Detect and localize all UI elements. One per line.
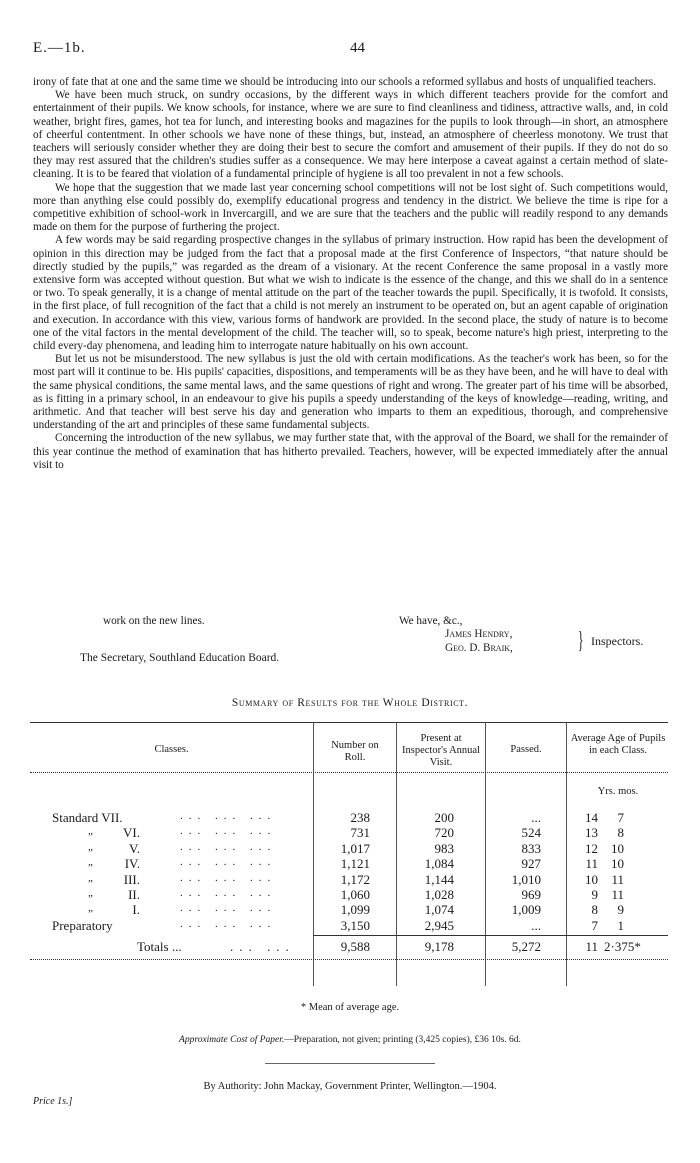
leader-dots: ... ... ... <box>180 887 277 899</box>
passed-value: ... <box>531 917 541 933</box>
signatory-name: James Hendry, <box>445 628 513 640</box>
age-months: 1 <box>617 917 624 933</box>
age-months: 9 <box>617 902 624 918</box>
closing-line: work on the new lines. <box>103 615 205 627</box>
ditto-mark: „ <box>88 871 95 884</box>
age-months: 10 <box>611 856 624 872</box>
paragraph: But let us not be misunderstood. The new syllabus is just the old with certain modifications. As the teacher's work has been, so for the most part will it continue to be. His pupils' capacities, dispositions, and temperaments will be as they have been, and he will have to deal with the same physical conditions, the same mental laws, and the same questions of right and wrong. The greater part of his time will be absorbed, as is fitting in a primary school, in an endeavour to give his pupils a speedy understanding of the keys of knowledge—reading, writing, and arithmetic. And that teacher will best serve his day and generation who imparts to them an expeditious, thorough, and comprehensive understanding of the art and principles of these same fundamental subjects. <box>33 353 668 432</box>
roll-value: 1,017 <box>340 840 370 856</box>
row-label: I. <box>132 902 140 918</box>
printer-authority: By Authority: John Mackay, Government Printer, Wellington.—1904. <box>203 1081 497 1092</box>
ditto-mark: „ <box>88 825 95 838</box>
paragraph: We hope that the suggestion that we made last year concerning school competitions will not be lost sight of. Such competitions would, more than anything else could possibly do, exemplify educational progress and tendency in the district. We believe the time is ripe for a competitive exhibition of school-work in Invercargill, and we are sure that the teachers and the public will readily respond to any demands made on them for the purpose of furthering the project. <box>33 181 668 234</box>
totals-yrs: 11 <box>585 939 598 954</box>
age-years: 9 <box>591 887 598 902</box>
paragraph: We have been much struck, on sundry occasions, by the different ways in which different teachers provide for the comfort and entertainment of their pupils. We know schools, for instance, where we are sure to find cleanliness and tidiness, attractive walls, and, in cold weather, bright fires, games, hot tea for lunch, and interesting books and magazines for the pupils to look through—in short, an atmosphere of cheerful contentment. In other schools we have none of these things, but, instead, an atmosphere of cheerless monotony. We trust that teachers will seriously consider whether they are doing their best to secure the comfort and amusement of their pupils. If they do not do so they may rest assured that the children's studies suffer as a consequence. We may here interpose a caveat against a certain method of slate-cleaning. It is to be feared that violation of a fundamental principle of hygiene is all too prevalent in not a few schools. <box>33 89 668 181</box>
leader-dots: ... ... ... <box>180 871 277 884</box>
present-value: 983 <box>434 840 454 856</box>
leader-dots: ... ... ... <box>180 917 277 930</box>
present-value: 1,144 <box>424 871 454 887</box>
addressee: The Secretary, Southland Education Board. <box>80 652 280 664</box>
totals-present: 9,178 <box>424 939 454 954</box>
age-years: 11 <box>585 856 598 872</box>
age-months: 11 <box>611 887 624 902</box>
age-years: 13 <box>585 825 598 841</box>
present-value: 1,074 <box>424 902 454 918</box>
row-label: Standard VII. <box>52 810 123 825</box>
row-label: V. <box>129 840 140 856</box>
present-value: 2,945 <box>424 917 454 933</box>
row-label: IV. <box>124 856 140 872</box>
brace-glyph: } <box>577 628 584 654</box>
passed-value: 1,009 <box>511 902 541 918</box>
paragraph: irony of fate that at one and the same time we should be introducing into our schools a reformed syllabus and hosts of unqualified teachers. <box>33 76 656 88</box>
signatory-name: Geo. D. Braik, <box>445 641 513 654</box>
leader-dots: ... ... ... <box>180 825 277 838</box>
page-number: 44 <box>350 40 365 56</box>
closing-salutation: We have, &c., <box>399 615 463 627</box>
leader-dots: ... ... ... <box>180 856 277 869</box>
header-present: Present at Inspector's Annual Visit. <box>402 733 481 768</box>
roll-value: 238 <box>350 810 370 825</box>
age-years: 10 <box>585 871 598 887</box>
paragraph: A few words may be said regarding prospective changes in the syllabus of primary instruction. How rapid has been the development of opinion in this direction may be judged from the fact that a proposal made at the first Conference of Inspectors, “that nature should be directly studied by the pupils,” was regarded as the dream of a visionary. At the recent Conference the same proposal in a vastly more extensive form was accepted without question. But what we wish to indicate is the essence of the change, and this we shall do in a sentence or two. To speak generally, it is a change of mental attitude on the part of the teacher towards the pupil. Specifically, it is twofold. It consists, in the first place, of full recognition of the fact that a child is not merely an instrument to be operated on, but an agent capable of origination and execution. In accordance with this view, various forms of handwork are provided. In the second place, the study of nature is to become one of the vital factors in the mental development of the child. The teacher will, so to speak, become nature's high priest, interpreting to the child every-day phenomena, and leading him to interrogate nature habitually on his own account. <box>33 234 668 353</box>
cost-text: —Preparation, not given; printing (3,425 copies), £36 10s. 6d. <box>284 1035 521 1045</box>
paragraph: Concerning the introduction of the new syllabus, we may further state that, with the approval of the Board, we shall for the remainder of this year continue the method of examination that has hitherto prevailed. Teachers, however, will be expected immediately after the annual visit to <box>33 432 668 471</box>
ditto-mark: „ <box>88 887 95 899</box>
row-label: VI. <box>123 825 140 841</box>
leader-dots: ... ... ... <box>180 902 277 915</box>
present-value: 200 <box>434 810 454 825</box>
signatory-names <box>445 628 513 655</box>
divider <box>265 1063 435 1064</box>
cost-label: Approximate Cost of Paper. <box>179 1035 285 1045</box>
row-label: Preparatory <box>52 917 113 933</box>
passed-value: ... <box>531 810 541 825</box>
age-years: 7 <box>591 917 598 933</box>
row-label: III. <box>123 871 140 887</box>
totals-mos: 2·375* <box>604 939 641 954</box>
header-roll: Number on Roll. <box>331 740 379 763</box>
roll-value: 3,150 <box>340 917 370 933</box>
report-body <box>33 76 668 472</box>
age-months: 11 <box>611 871 624 887</box>
leader-dots: ... ... ... <box>180 840 277 853</box>
table-footnote: * Mean of average age. <box>300 1002 400 1013</box>
present-value: 1,084 <box>424 856 454 872</box>
passed-value: 927 <box>521 856 541 872</box>
age-years: 8 <box>591 902 598 918</box>
roll-value: 1,172 <box>340 871 370 887</box>
age-months: 10 <box>611 840 624 856</box>
passed-value: 1,010 <box>511 871 541 887</box>
age-units: Yrs. mos. <box>597 786 639 797</box>
age-months: 8 <box>617 825 624 841</box>
leader-dots: ... ... ... <box>180 810 277 822</box>
series-code: E.—1b. <box>33 40 86 56</box>
roll-value: 1,099 <box>340 902 370 918</box>
signatory-role: Inspectors. <box>591 634 644 648</box>
roll-value: 1,121 <box>340 856 370 872</box>
present-value: 1,028 <box>424 887 454 902</box>
ditto-mark: „ <box>88 902 95 915</box>
totals-passed: 5,272 <box>511 939 541 954</box>
roll-value: 1,060 <box>340 887 370 902</box>
passed-value: 969 <box>521 887 541 902</box>
age-months: 7 <box>617 810 624 825</box>
signature-block <box>33 615 668 654</box>
header-classes: Classes. <box>154 744 189 755</box>
age-years: 14 <box>585 810 598 825</box>
header-age: Average Age of Pupils in each Class. <box>570 733 666 756</box>
ditto-mark: „ <box>88 840 95 853</box>
totals-leaders: ... ... <box>230 939 295 954</box>
ditto-mark: „ <box>88 856 95 869</box>
row-label: II. <box>128 887 140 902</box>
present-value: 720 <box>434 825 454 841</box>
passed-value: 833 <box>521 840 541 856</box>
passed-value: 524 <box>521 825 541 841</box>
totals-roll: 9,588 <box>340 939 370 954</box>
age-years: 12 <box>585 840 598 856</box>
roll-value: 731 <box>350 825 370 841</box>
totals-label: Totals ... <box>137 939 182 954</box>
header-passed: Passed. <box>510 744 542 755</box>
price: Price 1s.] <box>33 1096 73 1107</box>
cost-line <box>0 1035 700 1045</box>
table-title: Summary of Results for the Whole District. <box>231 697 469 709</box>
